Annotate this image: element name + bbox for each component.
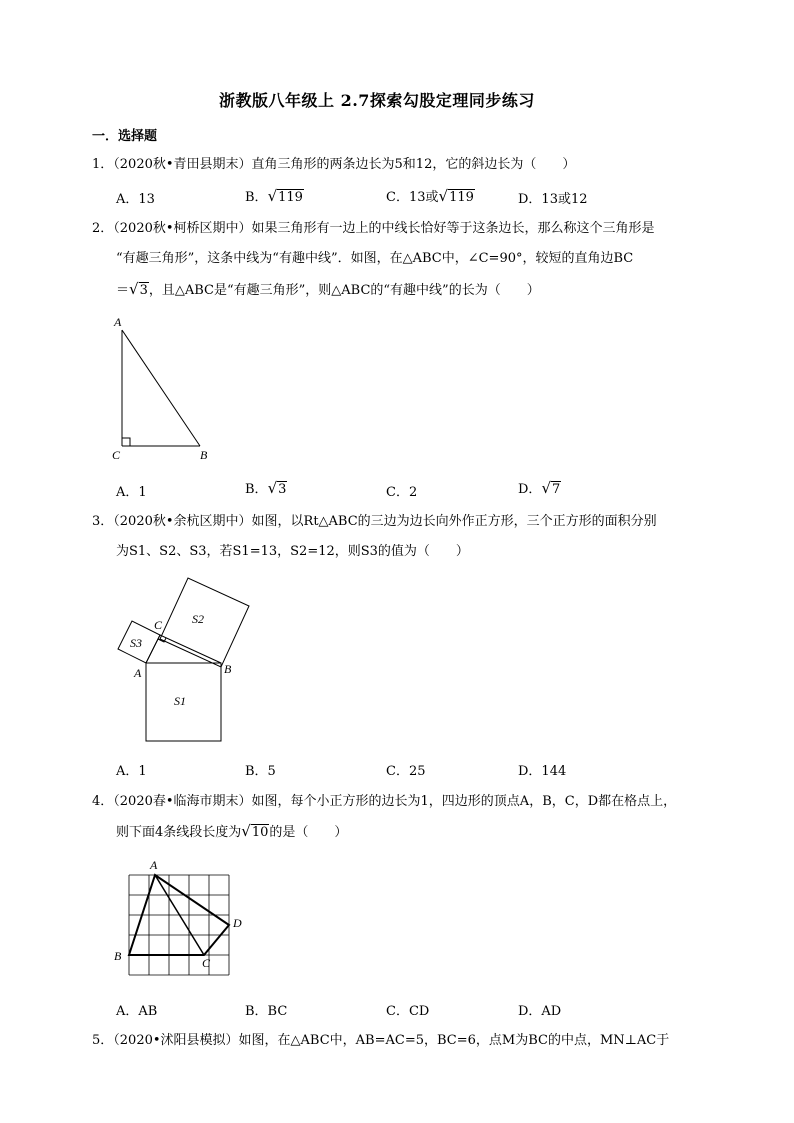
q4-number: 4． (92, 794, 114, 809)
q1-option-c (386, 186, 475, 205)
label-c: C (112, 448, 121, 462)
label-s3: S3 (130, 636, 142, 650)
q2-option-d (518, 478, 561, 497)
q2-number: 2． (92, 221, 114, 236)
q4-option-c: C．CD (386, 1004, 430, 1019)
q2-line3-pre: ＝ (116, 283, 130, 298)
sqrt-symbol: √7 (541, 479, 561, 497)
question-4 (92, 792, 676, 812)
q2-option-c: C．2 (386, 485, 418, 500)
q4-line2-pre: 则下面4条线段长度为 (116, 825, 242, 840)
q1-option-c-label: C．13或 (386, 190, 439, 205)
q1-option-a: A．13 (116, 192, 155, 207)
square-s2 (160, 578, 249, 667)
q4-option-a: A．AB (116, 1004, 158, 1019)
q3-option-b: B．5 (245, 764, 276, 779)
q4-option-b: B．BC (245, 1004, 288, 1019)
q2-option-d-radicand: 7 (552, 482, 561, 497)
q1-option-d: D．13或12 (518, 192, 588, 207)
q2-option-b (245, 478, 287, 497)
label-s1: S1 (174, 694, 186, 708)
label-c: C (154, 618, 163, 632)
label-a: A (134, 666, 142, 680)
q2-line2: “有趣三角形”，这条中线为“有趣中线”．如图，在△ABC中，∠C=90°，较短的直角边BC (116, 251, 634, 266)
label-b: B (200, 448, 208, 462)
sqrt-symbol: √10 (241, 822, 269, 840)
q3-squares-figure (108, 575, 258, 750)
label-b: B (114, 949, 122, 963)
q2-triangle-figure (108, 312, 218, 462)
q3-option-c: C．25 (386, 764, 426, 779)
page-title: 浙教版八年级上 2.7探索勾股定理同步练习 (219, 91, 535, 110)
q5-number: 5． (92, 1033, 114, 1048)
sqrt-symbol: √119 (267, 187, 303, 205)
q4-line2-post: 的是（ ） (269, 825, 348, 840)
question-1 (92, 155, 575, 175)
side-cb (160, 635, 221, 663)
q4-line2 (116, 821, 347, 843)
q4-line1: （2020春•临海市期末）如图，每个小正方形的边长为1，四边形的顶点A，B，C，D都在格点上， (113, 794, 677, 809)
q2-option-b-radicand: 3 (278, 482, 287, 497)
right-angle-mark (122, 438, 130, 446)
sqrt-symbol: √119 (438, 187, 474, 205)
label-a: A (114, 315, 122, 329)
q3-number: 3． (92, 514, 114, 529)
q1-option-c-radicand: 119 (449, 190, 474, 205)
grid (129, 875, 229, 975)
question-3 (92, 512, 657, 532)
q5-text: （2020•沭阳县模拟）如图，在△ABC中，AB=AC=5，BC=6，点M为BC的中点，MN⊥AC于 (113, 1033, 670, 1048)
q3-line2: 为S1、S2、S3，若S1=13，S2=12，则S3的值为（ ） (116, 544, 469, 559)
sqrt-symbol: √3 (129, 280, 148, 298)
q3-option-d: D．144 (518, 764, 567, 779)
q4-grid-figure (108, 855, 253, 980)
q2-option-a: A．1 (116, 485, 147, 500)
q1-option-b (245, 186, 304, 205)
q4-option-d: D．AD (518, 1004, 562, 1019)
label-d: D (233, 916, 242, 930)
q2-line3 (116, 279, 540, 301)
label-c: C (202, 956, 211, 970)
q2-option-d-label: D． (518, 482, 542, 497)
q2-line3-post: ，且△ABC是“有趣三角形”，则△ABC的“有趣中线”的长为（ ） (148, 283, 540, 298)
q1-option-b-label: B． (245, 190, 268, 205)
question-2 (92, 219, 655, 239)
sqrt-symbol: √3 (267, 479, 287, 497)
label-b: B (224, 662, 232, 676)
q2-line1: （2020秋•柯桥区期中）如果三角形有一边上的中线长恰好等于这条边长，那么称这个三角形是 (113, 221, 655, 236)
q1-number: 1． (92, 157, 114, 172)
section-heading: 一．选择题 (92, 129, 158, 144)
q3-option-a: A．1 (116, 764, 147, 779)
side-ab (122, 330, 200, 446)
label-s2: S2 (192, 612, 204, 626)
q3-line1: （2020秋•余杭区期中）如图，以Rt△ABC的三边为边长向外作正方形，三个正方形的面积分别 (113, 514, 657, 529)
q1-option-b-radicand: 119 (278, 190, 303, 205)
label-a: A (150, 858, 158, 872)
question-5 (92, 1031, 669, 1051)
q2-radicand: 3 (139, 283, 148, 298)
q1-text: （2020秋•青田县期末）直角三角形的两条边长为5和12，它的斜边长为（ ） (113, 157, 576, 172)
q4-radicand: 10 (251, 825, 269, 840)
q2-option-b-label: B． (245, 482, 268, 497)
